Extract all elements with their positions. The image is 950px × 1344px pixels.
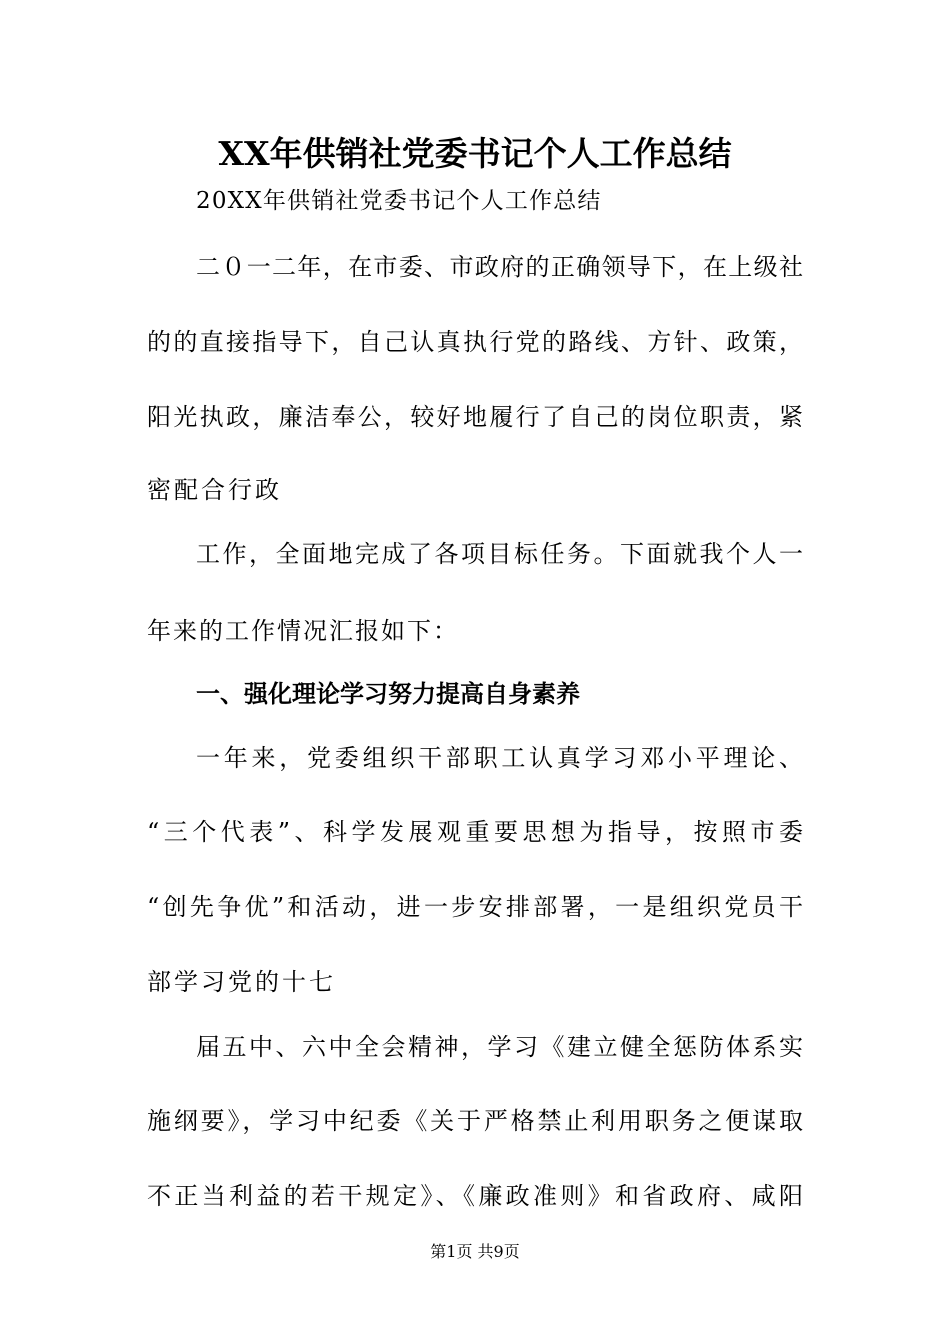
paragraph-line: 的的直接指导下，自己认真执行党的路线、方针、政策， (147, 328, 803, 356)
paragraph-line: 阳光执政，廉洁奉公，较好地履行了自己的岗位职责，紧 (147, 403, 803, 431)
paragraph-line: 不正当利益的若干规定》、《廉政准则》和省政府、咸阳 (147, 1182, 803, 1210)
paragraph-line: 二０一二年，在市委、市政府的正确领导下，在上级社 (196, 253, 803, 281)
paragraph-line: “三个代表”、科学发展观重要思想为指导，按照市委 (147, 818, 803, 846)
document-title: XX年供销社党委书记个人工作总结 (218, 134, 732, 173)
paragraph-line: 施纲要》，学习中纪委《关于严格禁止利用职务之便谋取 (147, 1107, 803, 1135)
paragraph-line: 届五中、六中全会精神，学习《建立健全惩防体系实 (196, 1033, 803, 1061)
paragraph-line: 一年来，党委组织干部职工认真学习邓小平理论、 (196, 744, 803, 772)
section-heading: 一、强化理论学习努力提高自身素养 (196, 680, 580, 708)
paragraph-line: “创先争优”和活动，进一步安排部署，一是组织党员干 (147, 893, 803, 921)
page-footer: 第1页 共9页 (430, 1242, 520, 1261)
paragraph-line: 密配合行政 (147, 476, 282, 504)
paragraph-line: 年来的工作情况汇报如下： (147, 617, 459, 645)
document-subtitle: 20XX年供销社党委书记个人工作总结 (196, 188, 602, 214)
paragraph-line: 工作，全面地完成了各项目标任务。下面就我个人一 (196, 540, 803, 568)
paragraph-line: 部学习党的十七 (147, 968, 336, 996)
